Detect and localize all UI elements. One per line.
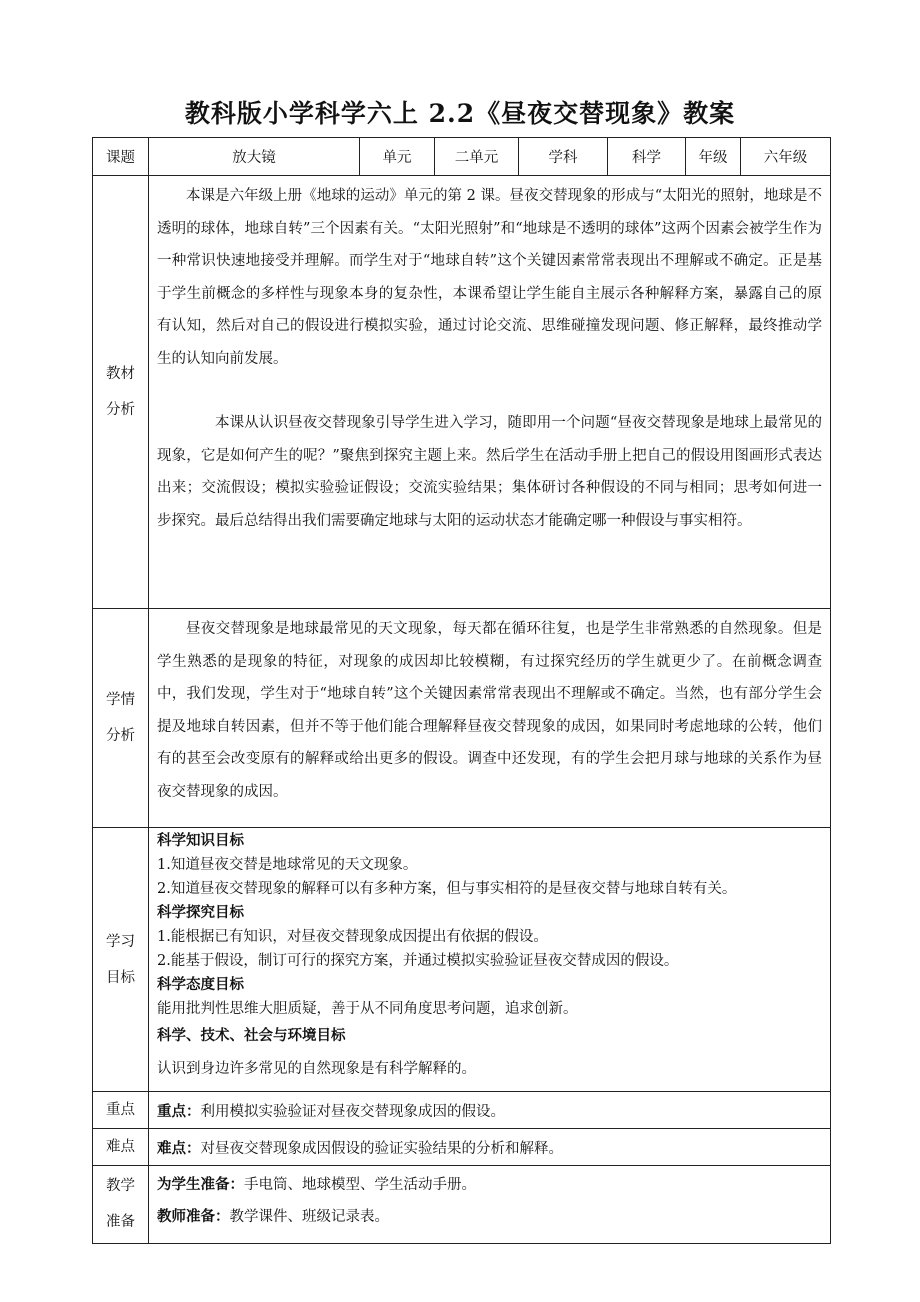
textbook-analysis-row bbox=[93, 176, 831, 609]
stse-goal-1: 认识到身边许多常见的自然现象是有科学解释的。 bbox=[157, 1061, 476, 1077]
difficulty-content bbox=[149, 1129, 831, 1166]
teacher-preparation: 教师准备：教学课件、班级记录表。 bbox=[157, 1208, 389, 1225]
textbook-analysis-paragraph-1: 本课是六年级上册《地球的运动》单元的第 2 课。昼夜交替现象的形成与“太阳光的照射，地球是不透明的球体，地球自转”三个因素有关。“太阳光照射”和“地球是不透明的球体”这两个因素会被学生作为一种常识快速地接受并理解。而学生对于“地球自转”这个关键因素常常表现出不理解或不确定。正是基于学生前概念的多样性与现象本身的复杂性，本课希望让学生能自主展示各种解释方案，暴露自己的原有认知，然后对自己的假设进行模拟实验，通过讨论交流、思维碰撞发现问题、修正解释，最终推动学生的认知向前发展。 bbox=[157, 188, 822, 367]
topic-label: 课题 bbox=[93, 138, 149, 176]
learning-goals-row bbox=[93, 828, 831, 1092]
key-point-prefix: 重点： bbox=[157, 1102, 201, 1120]
key-point-label: 重点 bbox=[93, 1092, 149, 1129]
grade-value: 六年级 bbox=[741, 138, 831, 176]
inquiry-goal-heading: 科学探究目标 bbox=[157, 904, 244, 921]
attitude-goal-1: 能用批判性思维大胆质疑，善于从不同角度思考问题，追求创新。 bbox=[157, 1001, 578, 1017]
stse-goal-heading: 科学、技术、社会与环境目标 bbox=[157, 1027, 346, 1044]
inquiry-goal-2: 2.能基于假设，制订可行的探究方案，并通过模拟实验验证昼夜交替成因的假设。 bbox=[157, 953, 679, 969]
knowledge-goal-1: 1.知道昼夜交替是地球常见的天文现象。 bbox=[157, 857, 418, 873]
textbook-analysis-paragraph-2: 本课从认识昼夜交替现象引导学生进入学习，随即用一个问题“昼夜交替现象是地球上最常见的现象，它是如何产生的呢？”聚焦到探究主题上来。然后学生在活动手册上把自己的假设用图画形式表达出来；交流假设；模拟实验验证假设；交流实验结果；集体研讨各种假设的不同与相同；思考如何进一步探究。最后总结得出我们需要确定地球与太阳的运动状态才能确定哪一种假设与事实相符。 bbox=[157, 415, 822, 529]
attitude-goal-heading: 科学态度目标 bbox=[157, 976, 244, 993]
page-title: 教科版小学科学六上 2.2《昼夜交替现象》教案 bbox=[184, 99, 736, 128]
preparation-label: 教学 准备 bbox=[93, 1166, 149, 1244]
student-analysis-row bbox=[93, 609, 831, 828]
learning-goals-label: 学习 目标 bbox=[93, 828, 149, 1092]
student-analysis-paragraph: 昼夜交替现象是地球最常见的天文现象，每天都在循环往复，也是学生非常熟悉的自然现象。但是学生熟悉的是现象的特征，对现象的成因却比较模糊，有过探究经历的学生就更少了。在前概念调查中，我们发现，学生对于“地球自转”这个关键因素常常表现出不理解或不确定。当然，也有部分学生会提及地球自转因素，但并不等于他们能合理解释昼夜交替现象的成因，如果同时考虑地球的公转，他们有的甚至会改变原有的解释或给出更多的假设。调查中还发现，有的学生会把月球与地球的关系作为昼夜交替现象的成因。 bbox=[157, 621, 822, 800]
preparation-content bbox=[149, 1166, 831, 1244]
difficulty-prefix: 难点： bbox=[157, 1139, 201, 1157]
subject-label: 学科 bbox=[519, 138, 608, 176]
difficulty-text: 对昼夜交替现象成因假设的验证实验结果的分析和解释。 bbox=[200, 1140, 563, 1157]
header-row bbox=[93, 138, 831, 176]
textbook-analysis-content bbox=[149, 176, 831, 609]
student-analysis-label: 学情 分析 bbox=[93, 609, 149, 828]
key-point-row bbox=[93, 1092, 831, 1129]
textbook-analysis-label: 教材 分析 bbox=[93, 176, 149, 609]
learning-goals-content bbox=[149, 828, 831, 1092]
topic-value: 放大镜 bbox=[149, 138, 360, 176]
student-preparation: 为学生准备：手电筒、地球模型、学生活动手册。 bbox=[157, 1176, 476, 1193]
preparation-row bbox=[93, 1166, 831, 1244]
inquiry-goal-1: 1.能根据已有知识，对昼夜交替现象成因提出有依据的假设。 bbox=[157, 929, 548, 945]
knowledge-goal-heading: 科学知识目标 bbox=[157, 832, 244, 849]
difficulty-row bbox=[93, 1129, 831, 1166]
grade-label: 年级 bbox=[686, 138, 741, 176]
key-point-text: 利用模拟实验验证对昼夜交替现象成因的假设。 bbox=[200, 1103, 505, 1120]
unit-label: 单元 bbox=[360, 138, 435, 176]
lesson-plan-table bbox=[92, 137, 831, 1244]
subject-value: 科学 bbox=[608, 138, 686, 176]
key-point-content bbox=[149, 1092, 831, 1129]
student-analysis-content bbox=[149, 609, 831, 828]
unit-value: 二单元 bbox=[435, 138, 519, 176]
knowledge-goal-2: 2.知道昼夜交替现象的解释可以有多种方案，但与事实相符的是昼夜交替与地球自转有关。 bbox=[157, 881, 737, 897]
difficulty-label: 难点 bbox=[93, 1129, 149, 1166]
